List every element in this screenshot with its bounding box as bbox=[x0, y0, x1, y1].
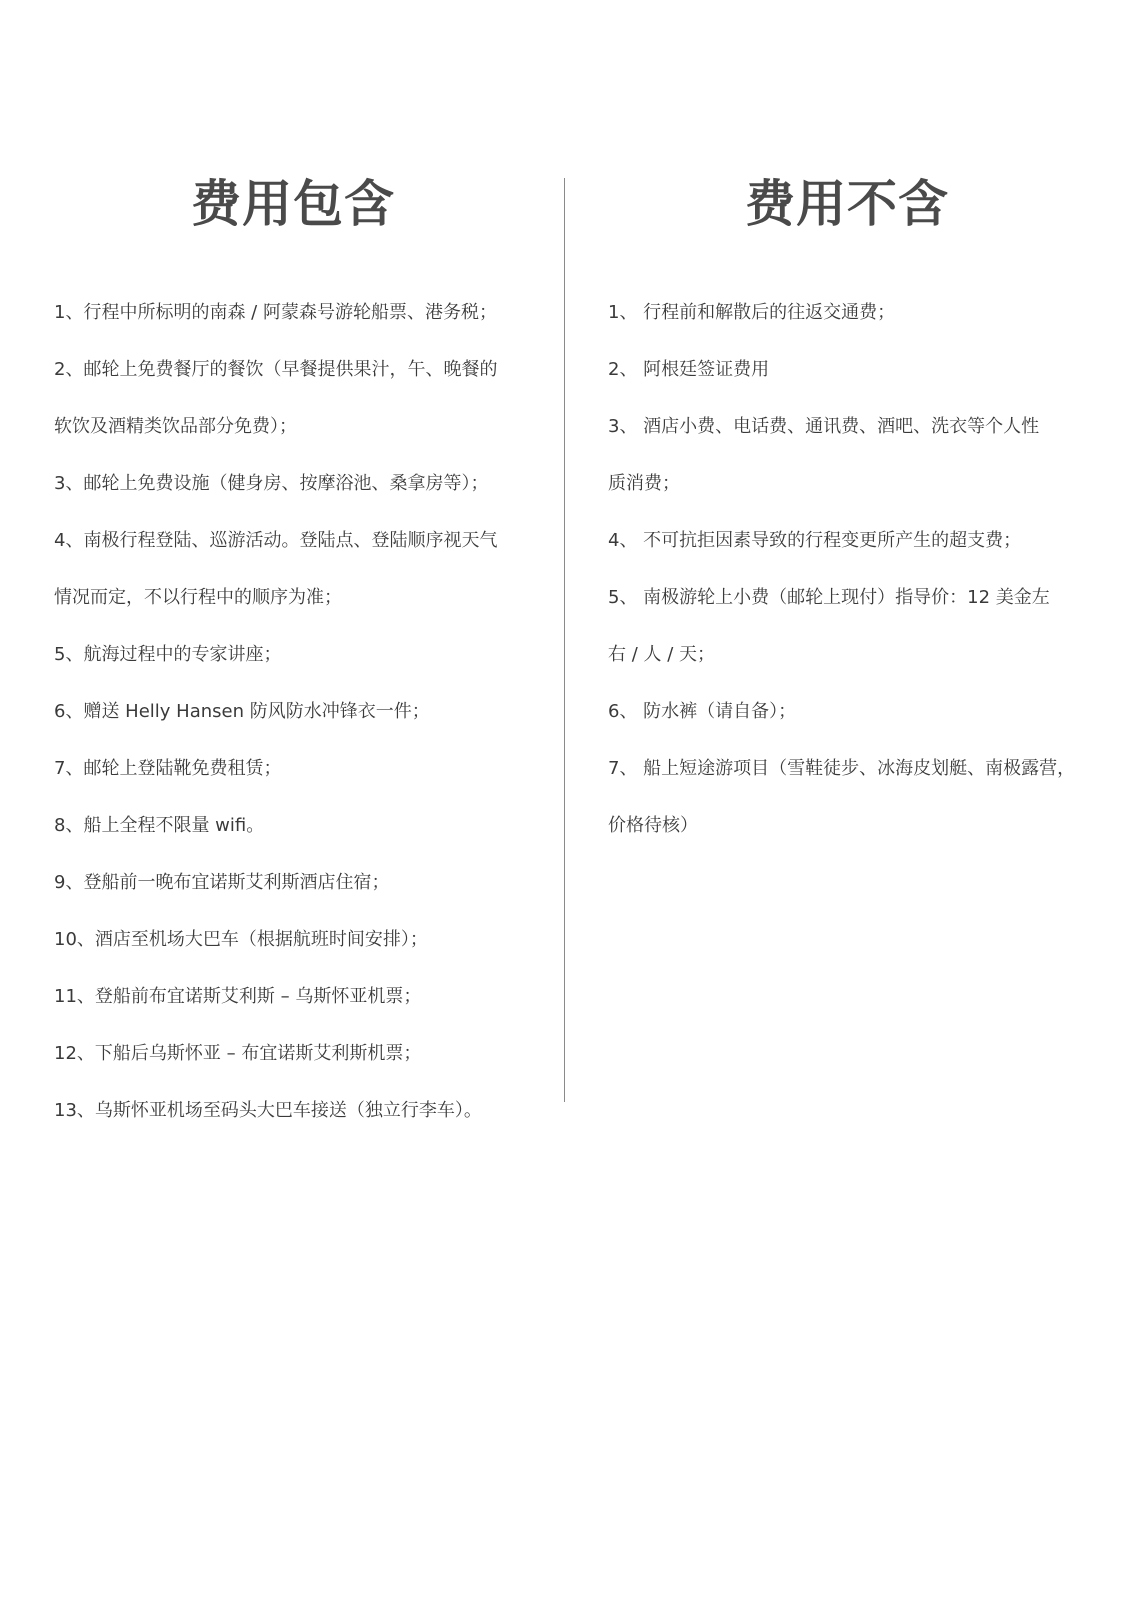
list-item: 右 / 人 / 天； bbox=[608, 644, 716, 665]
list-item: 12、下船后乌斯怀亚 – 布宜诺斯艾利斯机票； bbox=[54, 1043, 422, 1064]
excluded-fees-title: 费用不含 bbox=[745, 175, 949, 233]
list-item: 6、赠送 Helly Hansen 防风防水冲锋衣一件； bbox=[54, 701, 430, 722]
list-item: 4、南极行程登陆、巡游活动。登陆点、登陆顺序视天气 bbox=[54, 530, 498, 551]
list-item: 13、乌斯怀亚机场至码头大巴车接送（独立行李车）。 bbox=[54, 1100, 482, 1121]
list-item: 6、 防水裤（请自备）； bbox=[608, 701, 797, 722]
excluded-fees-column bbox=[608, 170, 1086, 854]
list-item: 7、邮轮上登陆靴免费租赁； bbox=[54, 758, 282, 779]
list-item: 1、 行程前和解散后的往返交通费； bbox=[608, 302, 896, 323]
list-item: 价格待核） bbox=[608, 815, 698, 836]
list-item: 5、 南极游轮上小费（邮轮上现付）指导价：12 美金左 bbox=[608, 587, 1050, 608]
list-item: 1、行程中所标明的南森 / 阿蒙森号游轮船票、港务税； bbox=[54, 302, 497, 323]
column-divider bbox=[564, 178, 565, 1102]
list-item: 3、邮轮上免费设施（健身房、按摩浴池、桑拿房等）； bbox=[54, 473, 489, 494]
excluded-fees-list bbox=[608, 284, 1086, 854]
included-fees-title: 费用包含 bbox=[191, 175, 395, 233]
included-fees-column bbox=[54, 170, 532, 1139]
list-item: 质消费； bbox=[608, 473, 680, 494]
list-item: 4、 不可抗拒因素导致的行程变更所产生的超支费； bbox=[608, 530, 1022, 551]
list-item: 9、登船前一晚布宜诺斯艾利斯酒店住宿； bbox=[54, 872, 390, 893]
list-item: 2、邮轮上免费餐厅的餐饮（早餐提供果汁，午、晚餐的 bbox=[54, 359, 498, 380]
included-fees-list bbox=[54, 284, 532, 1139]
list-item: 10、酒店至机场大巴车（根据航班时间安排）； bbox=[54, 929, 428, 950]
list-item: 7、 船上短途游项目（雪鞋徒步、冰海皮划艇、南极露营， bbox=[608, 758, 1076, 779]
list-item: 2、 阿根廷签证费用 bbox=[608, 359, 770, 380]
list-item: 情况而定，不以行程中的顺序为准； bbox=[54, 587, 342, 608]
list-item: 5、航海过程中的专家讲座； bbox=[54, 644, 282, 665]
list-item: 软饮及酒精类饮品部分免费）； bbox=[54, 416, 297, 437]
list-item: 11、登船前布宜诺斯艾利斯 – 乌斯怀亚机票； bbox=[54, 986, 422, 1007]
list-item: 3、 酒店小费、电话费、通讯费、酒吧、洗衣等个人性 bbox=[608, 416, 1040, 437]
list-item: 8、船上全程不限量 wifi。 bbox=[54, 815, 265, 836]
